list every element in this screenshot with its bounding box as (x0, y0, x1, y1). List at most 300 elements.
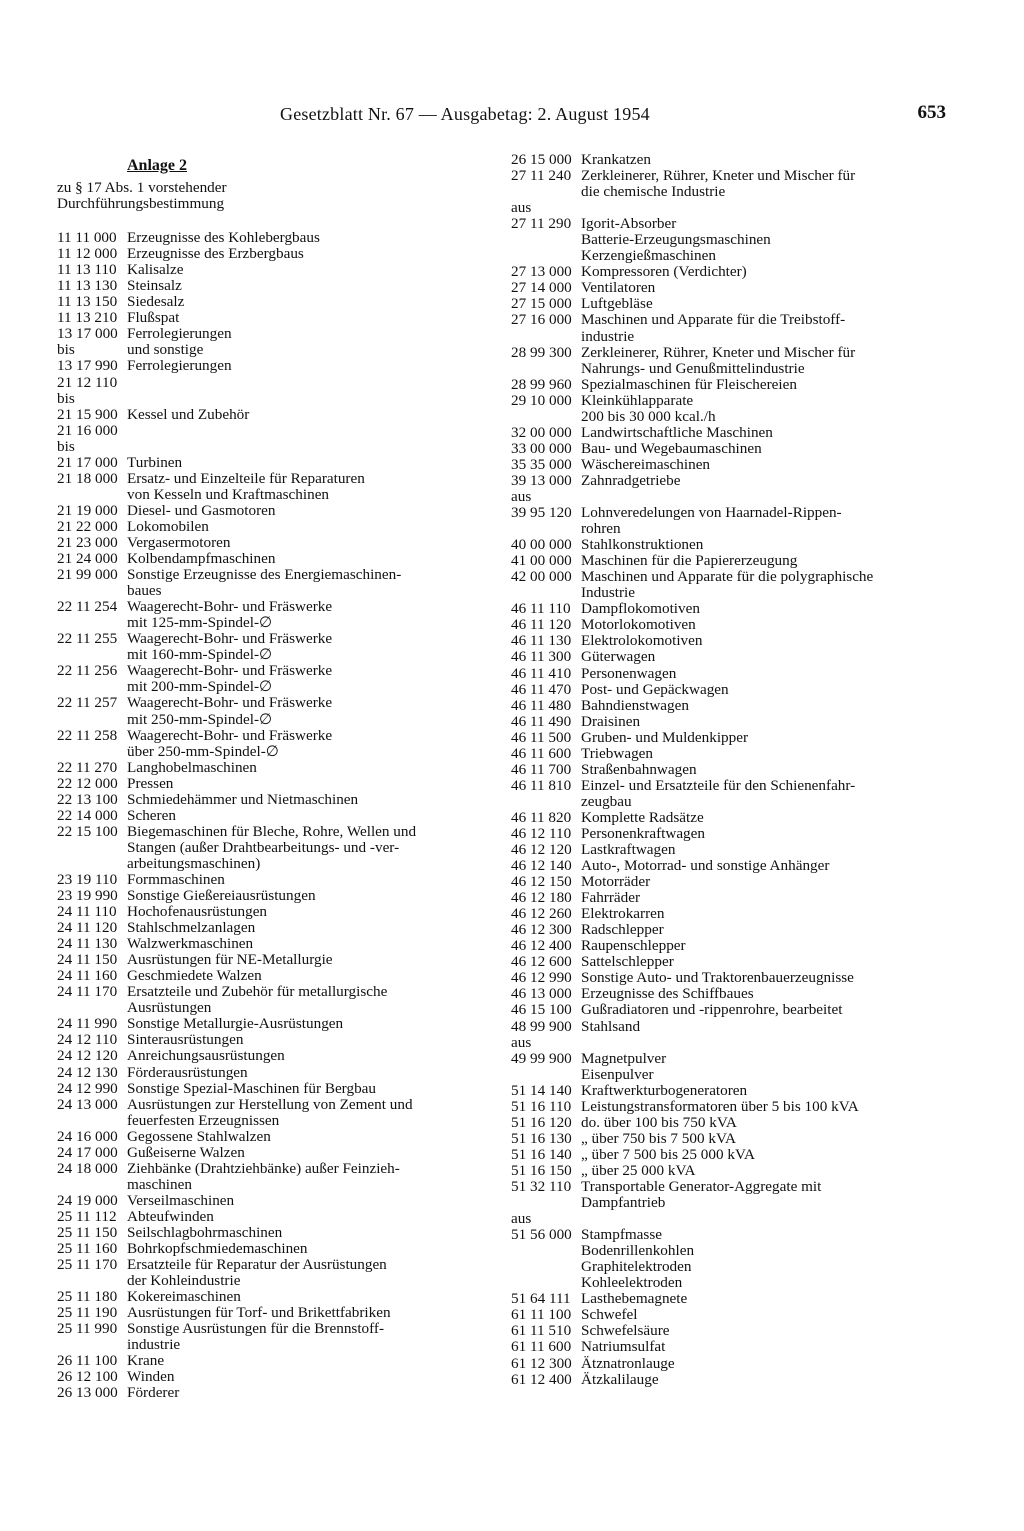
entry-description (581, 393, 956, 425)
list-entry (57, 808, 497, 824)
entry-description (127, 278, 497, 294)
entry-description (127, 631, 497, 663)
list-entry (511, 1115, 956, 1131)
entry-description-line: Straßenbahnwagen (581, 761, 697, 778)
entry-description (581, 1356, 956, 1372)
entry-description (581, 1211, 956, 1227)
list-entry (57, 535, 497, 551)
entry-code: 46 12 110 (511, 824, 572, 842)
entry-description-line: Ventilatoren (581, 280, 656, 297)
entry-description-line: Waagerecht-Bohr- und Fräswerke (127, 663, 333, 680)
list-entry (511, 489, 956, 505)
entry-description-line: Dampfantrieb (581, 1195, 666, 1212)
entry-description (127, 358, 497, 374)
entry-code: 22 11 255 (57, 630, 118, 648)
entry-description-line: Zerkleinerer, Rührer, Kneter und Mischer für (581, 344, 856, 361)
entry-description-line: Lastkraftwagen (581, 842, 676, 859)
entry-code: 25 11 112 (57, 1207, 117, 1225)
entry-description (581, 714, 956, 730)
entry-description (581, 601, 956, 617)
list-entry (511, 633, 956, 649)
entry-description-line: Luftgebläse (581, 296, 653, 313)
page-header-title: Gesetzblatt Nr. 67 — Ausgabetag: 2. August 1954 (280, 104, 650, 124)
entry-description-line: mit 200-mm-Spindel-∅ (127, 679, 273, 696)
entry-description (581, 457, 956, 473)
entry-code: aus (511, 1033, 532, 1051)
entry-description (127, 599, 497, 631)
list-entry (511, 1083, 956, 1099)
entry-code: 22 14 000 (57, 806, 118, 824)
entry-description (127, 776, 497, 792)
entry-description (581, 345, 956, 377)
entry-code: 21 23 000 (57, 533, 118, 551)
entry-code: 21 99 000 (57, 566, 118, 584)
entry-description-line: Förderer (127, 1385, 180, 1402)
list-entry (511, 569, 956, 601)
entry-description (127, 952, 497, 968)
entry-description-line: Sonstige Metallurgie-Ausrüstungen (127, 1016, 344, 1033)
entry-description-line: Kessel und Zubehör (127, 406, 250, 423)
entry-description-line: Motorräder (581, 874, 651, 891)
entry-description (581, 505, 956, 537)
entry-description-line: Schmiedehämmer und Nietmaschinen (127, 791, 359, 808)
entry-code: bis (57, 389, 75, 407)
list-entry (57, 471, 497, 503)
entry-description-line: von Kesseln und Kraftmaschinen (127, 486, 330, 503)
list-entry (511, 168, 956, 200)
list-entry (511, 1002, 956, 1018)
entry-description (127, 230, 497, 246)
entry-code: 25 11 990 (57, 1320, 118, 1338)
intro-line: zu § 17 Abs. 1 vorstehender (57, 179, 227, 196)
entry-description-line (127, 439, 497, 455)
list-entry (511, 216, 956, 264)
entry-description-line: Radschlepper (581, 922, 664, 939)
entry-code: 21 18 000 (57, 469, 118, 487)
list-entry (57, 1353, 497, 1369)
list-entry (511, 762, 956, 778)
entry-description (127, 1097, 497, 1129)
entry-description-line: Auto-, Motorrad- und sonstige Anhänger (581, 858, 830, 875)
list-entry (511, 296, 956, 312)
entry-code: 42 00 000 (511, 568, 572, 586)
entry-code: 27 11 290 (511, 215, 572, 233)
entry-description-line: Einzel- und Ersatzteile für den Schienenfahr- (581, 777, 856, 794)
entry-code: 22 11 258 (57, 726, 118, 744)
list-entry (57, 278, 497, 294)
entry-description (127, 936, 497, 952)
entry-description-line: Waagerecht-Bohr- und Fräswerke (127, 599, 333, 616)
entry-description (581, 698, 956, 714)
entry-description-line: Kleinkühlapparate (581, 392, 694, 409)
entry-description (127, 1321, 497, 1353)
list-entry (57, 695, 497, 727)
entry-code: 27 14 000 (511, 279, 572, 297)
entry-code: 22 13 100 (57, 790, 118, 808)
list-entry (57, 776, 497, 792)
entry-description-line: Spezialmaschinen für Fleischereien (581, 376, 797, 393)
entry-description (581, 730, 956, 746)
entry-code: 11 11 000 (57, 229, 117, 247)
entry-code: 24 16 000 (57, 1127, 118, 1145)
entry-description (581, 1372, 956, 1388)
list-entry (57, 1385, 497, 1401)
entry-description-line: Krane (127, 1353, 165, 1370)
entry-description-line: Ersatzteile und Zubehör für metallurgische (127, 984, 388, 1001)
entry-code: 25 11 190 (57, 1304, 118, 1322)
entry-description (581, 200, 956, 216)
entry-code: 46 12 180 (511, 889, 572, 907)
entry-code: 46 12 400 (511, 937, 572, 955)
entry-code: 23 19 990 (57, 887, 118, 905)
list-entry (511, 858, 956, 874)
entry-description-line: mit 250-mm-Spindel-∅ (127, 711, 273, 728)
entry-code: 27 11 240 (511, 167, 572, 185)
entry-description (581, 1002, 956, 1018)
entry-code: 46 12 600 (511, 953, 572, 971)
entry-description-line: Igorit-Absorber (581, 216, 677, 233)
entry-description-line (581, 489, 956, 505)
entry-description-line: Stahlschmelzanlagen (127, 920, 256, 937)
entry-description (127, 455, 497, 471)
entry-description-line: Krankatzen (581, 152, 651, 168)
entry-description-line: Ausrüstungen für Torf- und Brikettfabriken (127, 1305, 391, 1322)
entry-description (581, 489, 956, 505)
entry-description (127, 246, 497, 262)
entry-description (581, 986, 956, 1002)
entry-description-line: Siedesalz (127, 294, 185, 311)
entry-description-line: Ausrüstungen zur Herstellung von Zement und (127, 1096, 413, 1113)
entry-description-line: Maschinen für die Papiererzeugung (581, 553, 798, 570)
entry-code: 46 11 410 (511, 664, 572, 682)
entry-description-line: Kalisalze (127, 262, 184, 279)
list-entry (511, 1163, 956, 1179)
list-entry (57, 375, 497, 391)
entry-description-line: feuerfesten Erzeugnissen (127, 1112, 280, 1129)
entry-code: 61 12 300 (511, 1354, 572, 1372)
list-entry (57, 1305, 497, 1321)
list-entry (57, 1161, 497, 1193)
list-entry (57, 1369, 497, 1385)
entry-code: 61 11 510 (511, 1322, 572, 1340)
entry-code: 24 11 130 (57, 935, 118, 953)
entry-description (127, 808, 497, 824)
entry-code: 49 99 900 (511, 1049, 572, 1067)
list-entry (57, 262, 497, 278)
entry-description (127, 968, 497, 984)
entry-description (127, 1193, 497, 1209)
list-entry (511, 714, 956, 730)
list-entry (57, 920, 497, 936)
list-entry (57, 984, 497, 1016)
entry-code: 61 12 400 (511, 1370, 572, 1388)
entry-code: bis (57, 341, 75, 359)
entry-code: 11 12 000 (57, 245, 118, 263)
entry-code: 51 16 120 (511, 1113, 572, 1131)
entry-code: 61 11 100 (511, 1306, 572, 1324)
entry-description (127, 310, 497, 326)
list-entry (511, 1372, 956, 1388)
entry-description-line: Eisenpulver (581, 1066, 654, 1083)
entry-description (581, 617, 956, 633)
entry-description-line: Ausrüstungen für NE-Metallurgie (127, 952, 333, 969)
list-entry (57, 599, 497, 631)
entry-description (127, 391, 497, 407)
entry-description-line: Zerkleinerer, Rührer, Kneter und Mischer für (581, 168, 856, 185)
entry-code: 27 15 000 (511, 295, 572, 313)
entry-description-line (581, 200, 956, 216)
entry-description-line: Flußspat (127, 310, 180, 327)
entry-description-line: zeugbau (581, 793, 632, 810)
entry-code: 21 24 000 (57, 550, 118, 568)
list-entry (511, 1035, 956, 1051)
entry-description-line: Personenkraftwagen (581, 825, 705, 842)
entry-description-line: Maschinen und Apparate für die Treibstoff- (581, 312, 846, 329)
entry-description-line: „ über 7 500 bis 25 000 kVA (581, 1146, 755, 1163)
entry-code: 24 11 160 (57, 967, 118, 985)
entry-description (581, 1115, 956, 1131)
entry-description-line: Graphitelektroden (581, 1259, 692, 1276)
entry-description-line: Elektrokarren (581, 906, 665, 923)
entry-description (581, 1163, 956, 1179)
entry-description (127, 1129, 497, 1145)
entry-description (127, 407, 497, 423)
entry-description (127, 1032, 497, 1048)
entry-description (581, 858, 956, 874)
entry-description-line: Triebwagen (581, 745, 653, 762)
entry-code: 13 17 990 (57, 357, 118, 375)
list-entry (511, 954, 956, 970)
entry-code: 24 19 000 (57, 1191, 118, 1209)
entry-description-line: Stangen (außer Drahtbearbeitungs- und -ver- (127, 839, 400, 856)
list-entry (511, 1051, 956, 1083)
entry-code: 21 17 000 (57, 453, 118, 471)
entry-description (127, 535, 497, 551)
entry-description-line: Leistungstransformatoren über 5 bis 100 kVA (581, 1098, 859, 1115)
entry-code: 24 17 000 (57, 1143, 118, 1161)
entry-description-line (581, 1035, 956, 1051)
list-entry (57, 1257, 497, 1289)
entry-description (127, 1016, 497, 1032)
entry-code: 22 15 100 (57, 822, 118, 840)
entry-code: 46 11 820 (511, 808, 572, 826)
entry-description-line: Walzwerkmaschinen (127, 936, 254, 953)
entry-code: 35 35 000 (511, 455, 572, 473)
entry-description-line: Transportable Generator-Aggregate mit (581, 1179, 822, 1195)
list-entry (511, 553, 956, 569)
entry-code: 21 22 000 (57, 517, 118, 535)
entry-description-line: Sattelschlepper (581, 954, 674, 971)
entry-description (127, 984, 497, 1016)
list-entry (511, 682, 956, 698)
list-entry (57, 391, 497, 407)
list-entry (511, 1227, 956, 1291)
list-entry (511, 441, 956, 457)
entry-code: 25 11 160 (57, 1240, 118, 1258)
entry-description-line: Gußeiserne Walzen (127, 1144, 245, 1161)
entry-description (581, 1307, 956, 1323)
entry-description-line: Kerzengießmaschinen (581, 248, 716, 265)
list-entry (511, 778, 956, 810)
list-entry (57, 1048, 497, 1064)
entry-description (127, 695, 497, 727)
entry-description (127, 439, 497, 455)
entry-code: 46 15 100 (511, 1001, 572, 1019)
entry-description-line (127, 391, 497, 407)
entry-code: 11 13 110 (57, 261, 117, 279)
entry-description (127, 1048, 497, 1064)
entry-description-line: Sonstige Ausrüstungen für die Brennstoff- (127, 1321, 385, 1338)
entry-description (127, 1225, 497, 1241)
entry-description-line: Kolbendampfmaschinen (127, 551, 276, 568)
list-entry (57, 663, 497, 695)
entry-code: 28 99 300 (511, 343, 572, 361)
entry-code: 21 16 000 (57, 421, 118, 439)
list-entry (511, 505, 956, 537)
entry-description-line: und sonstige (127, 342, 204, 359)
entry-description-line: Kompressoren (Verdichter) (581, 264, 747, 281)
list-entry (511, 1019, 956, 1035)
entry-description-line: industrie (127, 1337, 181, 1354)
entry-description (581, 1083, 956, 1099)
entry-code: 24 11 990 (57, 1015, 118, 1033)
list-entry (57, 519, 497, 535)
entry-description-line: Gegossene Stahlwalzen (127, 1128, 271, 1145)
list-entry (57, 728, 497, 760)
entry-description (127, 567, 497, 599)
list-entry (57, 1193, 497, 1209)
entry-description-line: Lokomobilen (127, 518, 209, 535)
entry-description (581, 1035, 956, 1051)
entry-description (581, 425, 956, 441)
entry-code: 51 64 111 (511, 1290, 571, 1308)
entry-description (127, 1369, 497, 1385)
list-entry (57, 872, 497, 888)
entry-description-line: Nahrungs- und Genußmittelindustrie (581, 360, 805, 377)
entry-code: 27 13 000 (511, 263, 572, 281)
list-entry (57, 1016, 497, 1032)
entry-description-line: Lohnveredelungen von Haarnadel-Rippen- (581, 505, 842, 522)
list-entry (57, 342, 497, 358)
entry-code: 24 12 990 (57, 1079, 118, 1097)
entry-description-line: Motorlokomotiven (581, 617, 696, 634)
list-entry (511, 666, 956, 682)
entry-description-line: mit 160-mm-Spindel-∅ (127, 647, 273, 664)
list-entry (511, 1099, 956, 1115)
entry-description-line: Lasthebemagnete (581, 1291, 688, 1308)
list-entry (57, 631, 497, 663)
entry-description-line: mit 125-mm-Spindel-∅ (127, 615, 273, 632)
list-entry (57, 888, 497, 904)
entry-code: 24 12 130 (57, 1063, 118, 1081)
entry-description-line: Verseilmaschinen (127, 1192, 235, 1209)
entry-description (581, 1147, 956, 1163)
entry-description (581, 312, 956, 344)
page-number: 653 (917, 102, 946, 123)
entry-code: 46 11 500 (511, 728, 572, 746)
entry-description (127, 326, 497, 342)
entry-description (581, 633, 956, 649)
entry-description (127, 824, 497, 872)
entry-description-line: Bohrkopfschmiedemaschinen (127, 1241, 308, 1258)
list-entry (511, 922, 956, 938)
entry-description (127, 375, 497, 391)
right-column (511, 152, 956, 1388)
entry-code: 40 00 000 (511, 536, 572, 554)
entry-description (127, 760, 497, 776)
list-entry (511, 345, 956, 377)
list-entry (511, 810, 956, 826)
entry-description-line: der Kohleindustrie (127, 1273, 241, 1290)
entry-code: 46 11 120 (511, 616, 572, 634)
entry-description-line: Güterwagen (581, 649, 656, 666)
entry-description-line: Pressen (127, 775, 174, 792)
entry-code: 51 32 110 (511, 1178, 572, 1195)
entry-description-line (127, 423, 497, 439)
list-entry (511, 1356, 956, 1372)
entry-description (581, 1227, 956, 1291)
entry-description-line: Anreichungsausrüstungen (127, 1048, 285, 1065)
list-entry (511, 312, 956, 344)
list-entry (511, 1339, 956, 1355)
entry-description-line: Magnetpulver (581, 1050, 667, 1067)
entry-description-line: Draisinen (581, 713, 641, 730)
entry-description-line: Ätzkalilauge (581, 1371, 659, 1388)
entry-description (581, 762, 956, 778)
entry-description-line: Erzeugnisse des Kohlebergbaus (127, 230, 320, 247)
entry-description-line: Gruben- und Muldenkipper (581, 729, 749, 746)
list-entry (57, 1065, 497, 1081)
entry-description (127, 1241, 497, 1257)
entry-description-line: Sonstige Erzeugnisse des Energiemaschinen- (127, 567, 402, 584)
entry-description-line: Vergasermotoren (127, 534, 231, 551)
entry-code: 61 11 600 (511, 1338, 572, 1356)
entry-description (581, 168, 956, 200)
entry-description (127, 551, 497, 567)
entry-description-line: Batterie-Erzeugungsmaschinen (581, 232, 771, 249)
left-entry-list (57, 230, 497, 1401)
entry-description-line: Ersatz- und Einzelteile für Reparaturen (127, 470, 365, 487)
entry-code: 48 99 900 (511, 1017, 572, 1035)
entry-description-line: über 250-mm-Spindel-∅ (127, 743, 280, 760)
entry-code: 46 12 990 (511, 969, 572, 987)
entry-code: 46 12 300 (511, 921, 572, 939)
entry-code: 26 15 000 (511, 151, 572, 168)
list-entry (511, 1131, 956, 1147)
entry-description (127, 663, 497, 695)
list-entry (57, 1145, 497, 1161)
entry-description (581, 906, 956, 922)
list-entry (511, 1323, 956, 1339)
entry-description (581, 216, 956, 264)
entry-description-line: 200 bis 30 000 kcal./h (581, 408, 716, 425)
entry-description-line: Formmaschinen (127, 871, 225, 888)
entry-description-line: Schwefel (581, 1307, 638, 1324)
entry-code: 11 13 130 (57, 277, 118, 295)
entry-description (581, 954, 956, 970)
list-entry (57, 760, 497, 776)
entry-description (581, 666, 956, 682)
entry-description-line: die chemische Industrie (581, 184, 726, 201)
entry-description-line: Scheren (127, 807, 176, 824)
entry-code: 26 13 000 (57, 1384, 118, 1402)
entry-description (581, 473, 956, 489)
entry-description-line: Bodenrillenkohlen (581, 1243, 695, 1260)
entry-description (127, 792, 497, 808)
list-entry (57, 936, 497, 952)
entry-code: bis (57, 437, 75, 455)
entry-description (127, 1065, 497, 1081)
